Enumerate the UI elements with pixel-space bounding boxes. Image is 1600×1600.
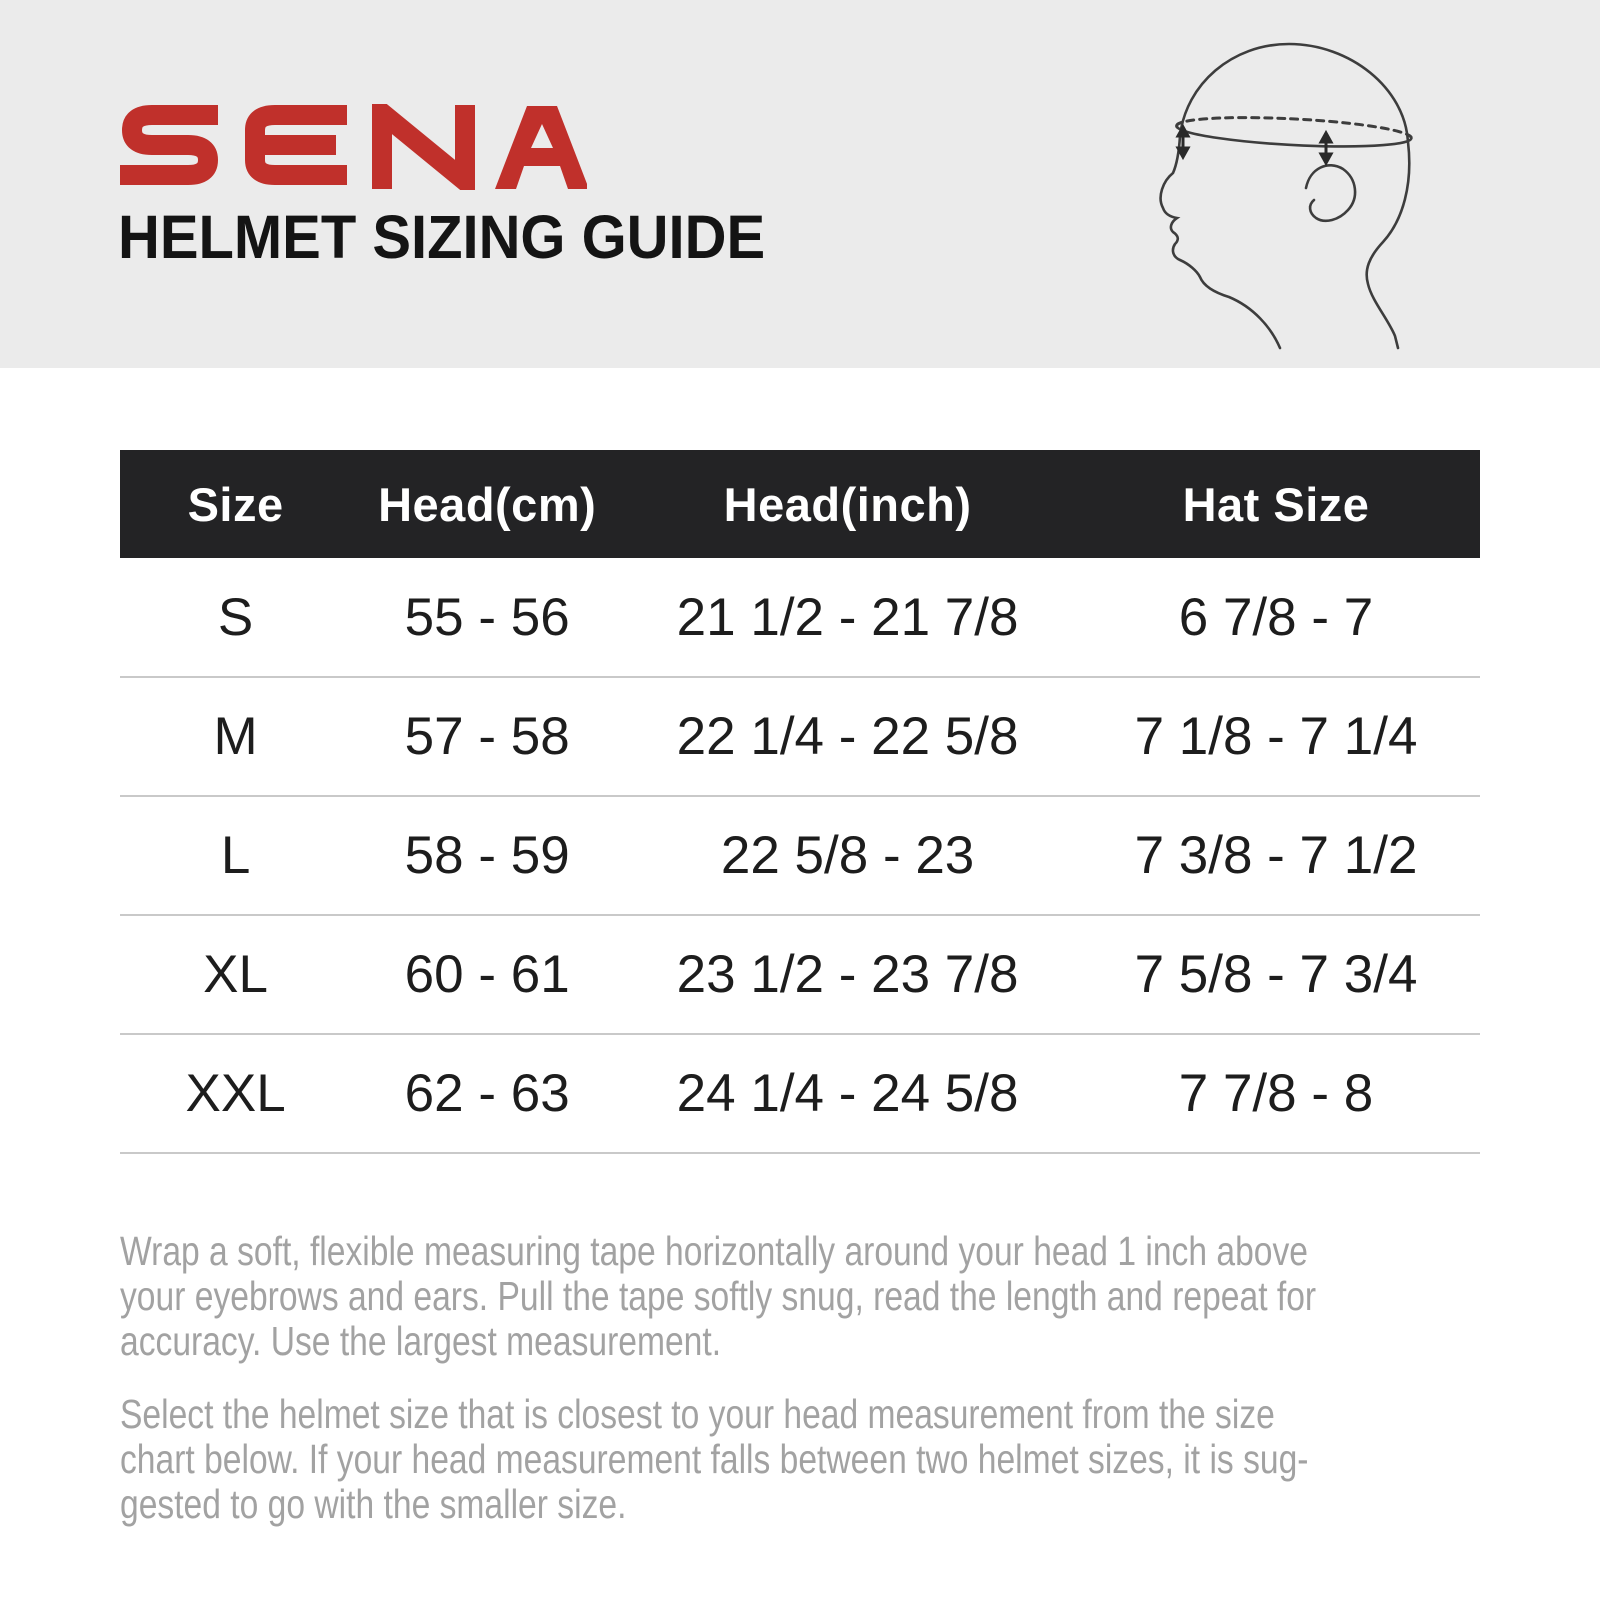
measuring-instructions [120, 1229, 1317, 1364]
table-row-xxl [120, 1034, 1480, 1153]
logo-letter-a [495, 106, 587, 189]
instruction-line: your eyebrows and ears. Pull the tape softly snug, read the length and repeat for [120, 1273, 1317, 1319]
instruction-line: accuracy. Use the largest measurement. [120, 1318, 722, 1364]
measuring-band-front [1177, 127, 1411, 146]
cell-size: M [120, 677, 351, 796]
cell-size: XXL [120, 1034, 351, 1153]
cell-head-inch: 22 1/4 - 22 5/8 [623, 677, 1072, 796]
col-header-size: Size [120, 450, 351, 558]
ear-outline [1306, 165, 1355, 220]
instruction-line: chart below. If your head measurement falls between two helmet sizes, it is sug- [120, 1436, 1309, 1482]
logo-letter-s [120, 115, 218, 175]
head-measurement-illustration [1100, 30, 1500, 360]
size-selection-instructions [120, 1392, 1317, 1527]
cell-hat-size: 7 1/8 - 7 1/4 [1072, 677, 1480, 796]
cell-head-inch: 21 1/2 - 21 7/8 [623, 558, 1072, 677]
table-row-l [120, 796, 1480, 915]
cell-hat-size: 7 5/8 - 7 3/4 [1072, 915, 1480, 1034]
cell-size: L [120, 796, 351, 915]
forehead-arrow-down [1178, 148, 1188, 157]
header-band [0, 0, 1600, 368]
cell-hat-size: 7 7/8 - 8 [1072, 1034, 1480, 1153]
cell-head-cm: 55 - 56 [351, 558, 623, 677]
sena-logo [120, 104, 587, 190]
table-row-m [120, 677, 1480, 796]
measuring-band-back-dashed [1177, 118, 1411, 137]
head-outline-skull [1180, 44, 1409, 348]
cell-hat-size: 6 7/8 - 7 [1072, 558, 1480, 677]
cell-head-cm: 60 - 61 [351, 915, 623, 1034]
instruction-line: gested to go with the smaller size. [120, 1481, 627, 1527]
cell-head-cm: 57 - 58 [351, 677, 623, 796]
cell-size: S [120, 558, 351, 677]
cell-head-inch: 24 1/4 - 24 5/8 [623, 1034, 1072, 1153]
ear-arrow-down [1321, 154, 1331, 163]
col-header-hat-size: Hat Size [1072, 450, 1480, 558]
instruction-line: Wrap a soft, flexible measuring tape horizontally around your head 1 inch above [120, 1228, 1309, 1274]
page-title: HELMET SIZING GUIDE [118, 203, 766, 271]
cell-size: XL [120, 915, 351, 1034]
table-row-s [120, 558, 1480, 677]
instruction-line: Select the helmet size that is closest to your head measurement from the size [120, 1391, 1275, 1437]
cell-head-cm: 62 - 63 [351, 1034, 623, 1153]
table-row-xl [120, 915, 1480, 1034]
cell-head-inch: 22 5/8 - 23 [623, 796, 1072, 915]
ear-arrow-up [1321, 133, 1331, 142]
table-header-row [120, 450, 1480, 558]
cell-hat-size: 7 3/8 - 7 1/2 [1072, 796, 1480, 915]
cell-head-inch: 23 1/2 - 23 7/8 [623, 915, 1072, 1034]
helmet-sizing-table [120, 450, 1480, 1154]
cell-head-cm: 58 - 59 [351, 796, 623, 915]
logo-letter-n [382, 105, 465, 189]
col-header-head-cm: Head(cm) [351, 450, 623, 558]
head-outline-face [1161, 136, 1280, 348]
col-header-head-inch: Head(inch) [623, 450, 1072, 558]
